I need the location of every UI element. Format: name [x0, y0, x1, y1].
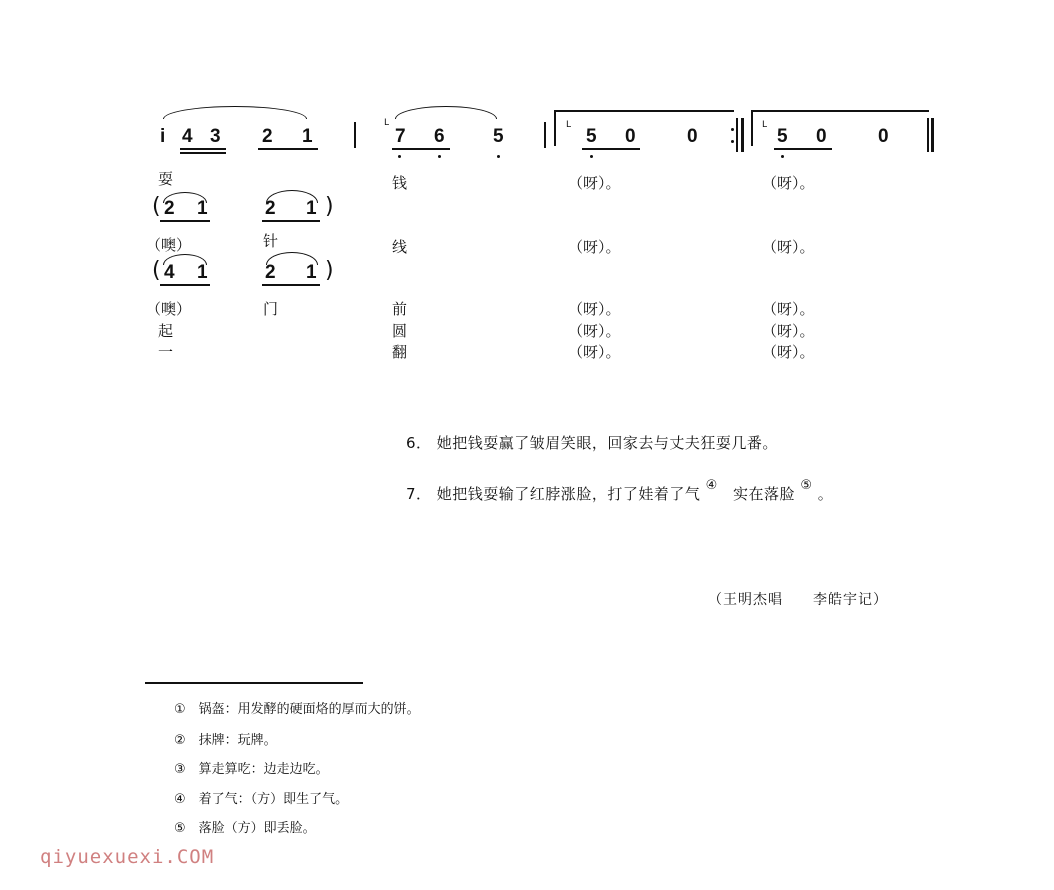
lyric: （噢） — [146, 236, 192, 254]
slur — [163, 106, 307, 119]
octave-dot — [590, 155, 593, 158]
lyric: （呀）。 — [568, 238, 621, 256]
note: 0 — [878, 126, 889, 147]
note: 4 — [164, 262, 175, 283]
note: i — [160, 126, 166, 147]
note: 2 — [164, 198, 175, 219]
slur — [395, 106, 497, 119]
footnote-divider — [145, 682, 363, 684]
octave-dot — [438, 155, 441, 158]
repeat-dot — [731, 140, 734, 143]
note: 4 — [182, 126, 193, 147]
lyric: 耍 — [158, 170, 174, 188]
lyric: （呀）。 — [762, 300, 815, 318]
octave-dot — [398, 155, 401, 158]
volta-mark: L — [762, 120, 768, 130]
note: 5 — [777, 126, 788, 147]
footnote-3: ③ 算走算吃：边走边吃。 — [174, 762, 329, 777]
underline — [180, 152, 226, 154]
note: 5 — [586, 126, 597, 147]
underline — [262, 284, 320, 286]
paren-open: ( — [152, 258, 161, 283]
volta-mark: L — [566, 120, 572, 130]
note: 5 — [493, 126, 504, 147]
footnote-ref-4: ④ — [705, 478, 718, 493]
volta-bracket — [751, 110, 753, 146]
note: 1 — [197, 262, 208, 283]
barline — [736, 118, 738, 152]
underline — [774, 148, 832, 150]
note: 7 — [395, 126, 406, 147]
lyric: 针 — [263, 232, 279, 250]
underline — [258, 148, 318, 150]
underline — [582, 148, 640, 150]
lyric: （呀）。 — [568, 174, 621, 192]
lyric: 圆 — [392, 322, 408, 340]
verse-7-text-2: 实在落脸 — [733, 485, 796, 503]
underline — [160, 220, 210, 222]
lyric: （噢） — [146, 300, 192, 318]
lyric: （呀）。 — [568, 322, 621, 340]
footnote-5: ⑤ 落脸（方）即丢脸。 — [174, 821, 316, 836]
verse-6: 6． 她把钱耍赢了皱眉笑眼，回家去与丈夫狂耍几番。 — [406, 434, 778, 452]
volta-mark: L — [384, 118, 390, 128]
final-barline — [927, 118, 929, 152]
volta-bracket — [751, 110, 929, 112]
footnote-1: ① 锅盔：用发酵的硬面烙的厚而大的饼。 — [174, 702, 420, 717]
octave-dot — [781, 155, 784, 158]
note: 2 — [265, 262, 276, 283]
lyric: （呀）。 — [762, 343, 815, 361]
verse-7-text: 7． 她把钱耍输了红脖涨脸，打了娃着了气 — [406, 485, 701, 503]
note: 0 — [625, 126, 636, 147]
note: 1 — [197, 198, 208, 219]
octave-dot — [497, 155, 500, 158]
lyric: 门 — [263, 300, 279, 318]
watermark: qiyuexuexi.COM — [40, 846, 215, 868]
lyric: 线 — [392, 238, 408, 256]
underline — [262, 220, 320, 222]
final-barline — [931, 118, 934, 152]
volta-bracket — [554, 110, 556, 146]
note: 6 — [434, 126, 445, 147]
paren-close: ) — [325, 258, 334, 283]
lyric: 翻 — [392, 343, 408, 361]
note: 1 — [306, 198, 317, 219]
note: 3 — [210, 126, 221, 147]
paren-open: ( — [152, 194, 161, 219]
lyric: 一 — [158, 343, 174, 361]
lyric: （呀）。 — [762, 238, 815, 256]
credit: （王明杰唱 李皓宇记） — [708, 592, 888, 608]
lyric: （呀）。 — [568, 343, 621, 361]
volta-bracket — [554, 110, 734, 112]
lyric: （呀）。 — [762, 322, 815, 340]
footnote-2: ② 抹牌：玩牌。 — [174, 733, 277, 748]
note: 2 — [262, 126, 273, 147]
paren-close: ) — [325, 194, 334, 219]
lyric: 钱 — [392, 174, 408, 192]
footnote-ref-5: ⑤ — [800, 478, 813, 493]
lyric: （呀）。 — [568, 300, 621, 318]
underline — [160, 284, 210, 286]
note: 1 — [302, 126, 313, 147]
note: 1 — [306, 262, 317, 283]
lyric: 前 — [392, 300, 408, 318]
note: 0 — [816, 126, 827, 147]
footnote-4: ④ 着了气：（方）即生了气。 — [174, 792, 349, 807]
barline — [354, 122, 356, 148]
underline — [392, 148, 450, 150]
note: 2 — [265, 198, 276, 219]
verse-7-end: 。 — [817, 485, 834, 503]
lyric: 起 — [158, 322, 174, 340]
barline — [544, 122, 546, 148]
lyric: （呀）。 — [762, 174, 815, 192]
note: 0 — [687, 126, 698, 147]
barline — [741, 118, 744, 152]
verse-7 — [406, 478, 834, 504]
underline — [180, 148, 226, 150]
repeat-dot — [731, 128, 734, 131]
